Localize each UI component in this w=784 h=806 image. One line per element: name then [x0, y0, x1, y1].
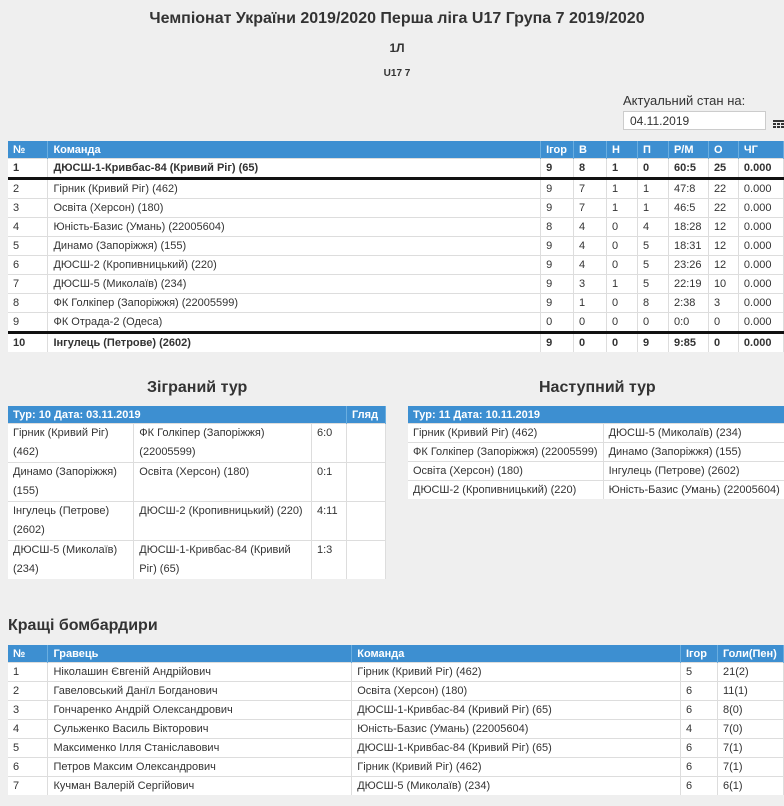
next-round-header: Тур: 11 Дата: 10.11.2019 — [408, 406, 784, 424]
stat-cell: 0 — [574, 333, 607, 353]
stat-cell: 9 — [541, 179, 574, 199]
table-row — [8, 663, 784, 682]
match-score[interactable]: 6:0 — [312, 424, 347, 463]
stat-cell: 0.000 — [738, 199, 783, 218]
goals: 11(1) — [717, 682, 783, 701]
match-row — [408, 481, 784, 500]
home-team[interactable]: ФК Голкіпер (Запоріжжя) (22005599) — [408, 443, 603, 462]
stat-cell: 0 — [607, 294, 638, 313]
away-team[interactable]: Інгулець (Петрове) (2602) — [603, 462, 784, 481]
match-score[interactable]: 4:11 — [312, 502, 347, 541]
stat-cell: 0.000 — [738, 313, 783, 333]
stat-cell: 0:0 — [668, 313, 708, 333]
stat-cell: 8 — [574, 159, 607, 179]
team-name[interactable]: ДЮСШ-5 (Миколаїв) (234) — [48, 275, 541, 294]
stat-cell: 3 — [8, 199, 48, 218]
team-name[interactable]: Гірник (Кривий Ріг) (462) — [48, 179, 541, 199]
home-team[interactable]: Гірник (Кривий Ріг) (462) — [408, 424, 603, 443]
home-team[interactable]: Освіта (Херсон) (180) — [408, 462, 603, 481]
stat-cell: 9:85 — [668, 333, 708, 353]
team-name[interactable]: ДЮСШ-1-Кривбас-84 (Кривий Ріг) (65) — [48, 159, 541, 179]
rank: 7 — [8, 777, 48, 796]
standings-col-header: Ігор — [541, 141, 574, 159]
player-name[interactable]: Гончаренко Андрій Олександрович — [48, 701, 352, 720]
standings-col-header: О — [708, 141, 738, 159]
table-row — [8, 199, 784, 218]
stat-cell: 10 — [8, 333, 48, 353]
stat-cell: 0.000 — [738, 159, 783, 179]
stat-cell: 0 — [607, 333, 638, 353]
stat-cell: 8 — [637, 294, 668, 313]
goals: 6(1) — [717, 777, 783, 796]
stat-cell: 0.000 — [738, 179, 783, 199]
stat-cell: 0.000 — [738, 294, 783, 313]
stat-cell: 2:38 — [668, 294, 708, 313]
played-round-table — [8, 406, 386, 579]
stat-cell: 7 — [8, 275, 48, 294]
rank: 4 — [8, 720, 48, 739]
team-name[interactable]: ДЮСШ-2 (Кропивницький) (220) — [48, 256, 541, 275]
stat-cell: 46:5 — [668, 199, 708, 218]
goals: 7(1) — [717, 739, 783, 758]
games: 4 — [680, 720, 717, 739]
stat-cell: 1 — [607, 199, 638, 218]
team-name[interactable]: ДЮСШ-1-Кривбас-84 (Кривий Ріг) (65) — [352, 701, 681, 720]
player-name[interactable]: Максименко Ілля Станіславович — [48, 739, 352, 758]
table-row — [8, 275, 784, 294]
stat-cell: 9 — [541, 333, 574, 353]
team-name[interactable]: ФК Отрада-2 (Одеса) — [48, 313, 541, 333]
away-team[interactable]: Юність-Базис (Умань) (22005604) — [603, 481, 784, 500]
stat-cell: 0.000 — [738, 218, 783, 237]
away-team[interactable]: Освіта (Херсон) (180) — [134, 463, 312, 502]
games: 6 — [680, 739, 717, 758]
scorers-title: Кращі бомбардири — [8, 617, 158, 634]
stat-cell: 1 — [8, 159, 48, 179]
team-name[interactable]: ДЮСШ-5 (Миколаїв) (234) — [352, 777, 681, 796]
stat-cell: 60:5 — [668, 159, 708, 179]
stat-cell: 0.000 — [738, 275, 783, 294]
stat-cell: 3 — [708, 294, 738, 313]
match-row — [8, 541, 386, 580]
table-row — [8, 739, 784, 758]
stat-cell: 9 — [541, 256, 574, 275]
away-team[interactable]: ДЮСШ-2 (Кропивницький) (220) — [134, 502, 312, 541]
scorers-col-header: Гравець — [48, 645, 352, 663]
stat-cell: 9 — [541, 199, 574, 218]
stat-cell: 1 — [637, 199, 668, 218]
played-round-title: Зіграний тур — [147, 379, 248, 396]
home-team[interactable]: Динамо (Запоріжжя) (155) — [8, 463, 134, 502]
stat-cell: 22:19 — [668, 275, 708, 294]
standings-col-header: ЧГ — [738, 141, 783, 159]
stat-cell: 18:31 — [668, 237, 708, 256]
stat-cell: 0.000 — [738, 333, 783, 353]
stat-cell: 0 — [708, 333, 738, 353]
standings-col-header: Р/М — [668, 141, 708, 159]
stat-cell: 0 — [607, 218, 638, 237]
match-score[interactable]: 1:3 — [312, 541, 347, 580]
games: 6 — [680, 682, 717, 701]
stat-cell: 0 — [541, 313, 574, 333]
stat-cell: 5 — [637, 275, 668, 294]
team-name[interactable]: Юність-Базис (Умань) (22005604) — [352, 720, 681, 739]
stat-cell: 5 — [637, 237, 668, 256]
team-name[interactable]: ДЮСШ-1-Кривбас-84 (Кривий Ріг) (65) — [352, 739, 681, 758]
league-code: 1Л — [389, 41, 405, 55]
goals: 7(0) — [717, 720, 783, 739]
team-name[interactable]: Гірник (Кривий Ріг) (462) — [352, 758, 681, 777]
goals: 8(0) — [717, 701, 783, 720]
home-team[interactable]: ДЮСШ-2 (Кропивницький) (220) — [408, 481, 603, 500]
date-input[interactable]: 04.11.2019 — [623, 111, 766, 130]
match-score[interactable]: 0:1 — [312, 463, 347, 502]
stat-cell: 4 — [574, 237, 607, 256]
rank: 2 — [8, 682, 48, 701]
match-row — [408, 443, 784, 462]
away-team[interactable]: Динамо (Запоріжжя) (155) — [603, 443, 784, 462]
table-row — [8, 294, 784, 313]
player-name[interactable]: Кучман Валерій Сергійович — [48, 777, 352, 796]
rank: 5 — [8, 739, 48, 758]
spectators-header: Гляд — [346, 406, 385, 424]
page-title: Чемпіонат України 2019/2020 Перша ліга U17 Група 7 2019/2020 — [149, 10, 645, 27]
stat-cell: 10 — [708, 275, 738, 294]
table-row — [8, 159, 784, 179]
match-row — [8, 424, 386, 463]
standings-col-header: № — [8, 141, 48, 159]
table-row — [8, 701, 784, 720]
player-name[interactable]: Ніколашин Євгеній Андрійович — [48, 663, 352, 682]
home-team[interactable]: ДЮСШ-5 (Миколаїв) (234) — [8, 541, 134, 580]
stat-cell: 23:26 — [668, 256, 708, 275]
stat-cell: 4 — [574, 218, 607, 237]
goals: 7(1) — [717, 758, 783, 777]
stat-cell: 1 — [607, 179, 638, 199]
player-name[interactable]: Сульженко Василь Вікторович — [48, 720, 352, 739]
table-row — [8, 256, 784, 275]
match-row — [8, 463, 386, 502]
table-row — [8, 777, 784, 796]
games: 5 — [680, 663, 717, 682]
stat-cell: 18:28 — [668, 218, 708, 237]
stat-cell: 7 — [574, 179, 607, 199]
stat-cell: 9 — [637, 333, 668, 353]
stat-cell: 22 — [708, 179, 738, 199]
stat-cell: 1 — [637, 179, 668, 199]
goals: 21(2) — [717, 663, 783, 682]
next-round-title: Наступний тур — [539, 379, 656, 396]
scorers-col-header: Голи(Пен) — [717, 645, 783, 663]
standings-col-header: Команда — [48, 141, 541, 159]
away-team[interactable]: ФК Голкіпер (Запоріжжя) (22005599) — [134, 424, 312, 463]
stat-cell: 5 — [637, 256, 668, 275]
group-code: U17 7 — [383, 68, 411, 79]
team-name[interactable]: Юність-Базис (Умань) (22005604) — [48, 218, 541, 237]
stat-cell: 1 — [574, 294, 607, 313]
stat-cell: 0.000 — [738, 237, 783, 256]
stat-cell: 3 — [574, 275, 607, 294]
scorers-col-header: Ігор — [680, 645, 717, 663]
stat-cell: 5 — [8, 237, 48, 256]
stat-cell: 0 — [607, 237, 638, 256]
date-label: Актуальний стан на: — [623, 93, 746, 108]
match-row — [8, 502, 386, 541]
team-name[interactable]: Інгулець (Петрове) (2602) — [48, 333, 541, 353]
spectators — [346, 463, 385, 502]
games: 6 — [680, 777, 717, 796]
stat-cell: 0 — [637, 159, 668, 179]
stat-cell: 8 — [8, 294, 48, 313]
stat-cell: 0 — [637, 313, 668, 333]
away-team[interactable]: ДЮСШ-5 (Миколаїв) (234) — [603, 424, 784, 443]
standings-table — [8, 141, 784, 352]
stat-cell: 22 — [708, 199, 738, 218]
team-name[interactable]: Гірник (Кривий Ріг) (462) — [352, 663, 681, 682]
stat-cell: 25 — [708, 159, 738, 179]
stat-cell: 9 — [541, 159, 574, 179]
table-row — [8, 179, 784, 199]
team-name[interactable]: Динамо (Запоріжжя) (155) — [48, 237, 541, 256]
stat-cell: 9 — [541, 237, 574, 256]
spectators — [346, 502, 385, 541]
team-name[interactable]: ФК Голкіпер (Запоріжжя) (22005599) — [48, 294, 541, 313]
calendar-icon[interactable] — [773, 120, 784, 130]
standings-col-header: П — [637, 141, 668, 159]
table-row — [8, 720, 784, 739]
stat-cell: 0 — [574, 313, 607, 333]
stat-cell: 12 — [708, 237, 738, 256]
stat-cell: 4 — [637, 218, 668, 237]
stat-cell: 0 — [708, 313, 738, 333]
scorers-table — [8, 645, 784, 795]
stat-cell: 1 — [607, 275, 638, 294]
table-row — [8, 758, 784, 777]
stat-cell: 1 — [607, 159, 638, 179]
stat-cell: 12 — [708, 256, 738, 275]
stat-cell: 8 — [541, 218, 574, 237]
player-name[interactable]: Петров Максим Олександрович — [48, 758, 352, 777]
stat-cell: 9 — [8, 313, 48, 333]
stat-cell: 0 — [607, 256, 638, 275]
home-team[interactable]: Інгулець (Петрове) (2602) — [8, 502, 134, 541]
stat-cell: 2 — [8, 179, 48, 199]
table-row — [8, 682, 784, 701]
standings-col-header: Н — [607, 141, 638, 159]
home-team[interactable]: Гірник (Кривий Ріг) (462) — [8, 424, 134, 463]
scorers-col-header: № — [8, 645, 48, 663]
games: 6 — [680, 701, 717, 720]
next-round-table — [408, 406, 784, 499]
rank: 3 — [8, 701, 48, 720]
stat-cell: 4 — [574, 256, 607, 275]
table-row — [8, 313, 784, 333]
scorers-col-header: Команда — [352, 645, 681, 663]
stat-cell: 4 — [8, 218, 48, 237]
stat-cell: 7 — [574, 199, 607, 218]
spectators — [346, 424, 385, 463]
player-name[interactable]: Гавеловський Данїл Богданович — [48, 682, 352, 701]
spectators — [346, 541, 385, 580]
team-name[interactable]: Освіта (Херсон) (180) — [352, 682, 681, 701]
played-round-header: Тур: 10 Дата: 03.11.2019 — [8, 406, 346, 424]
rank: 6 — [8, 758, 48, 777]
games: 6 — [680, 758, 717, 777]
table-row — [8, 237, 784, 256]
standings-col-header: В — [574, 141, 607, 159]
stat-cell: 6 — [8, 256, 48, 275]
stat-cell: 47:8 — [668, 179, 708, 199]
away-team[interactable]: ДЮСШ-1-Кривбас-84 (Кривий Ріг) (65) — [134, 541, 312, 580]
table-row — [8, 333, 784, 353]
stat-cell: 12 — [708, 218, 738, 237]
table-row — [8, 218, 784, 237]
stat-cell: 9 — [541, 294, 574, 313]
stat-cell: 9 — [541, 275, 574, 294]
stat-cell: 0 — [607, 313, 638, 333]
rank: 1 — [8, 663, 48, 682]
team-name[interactable]: Освіта (Херсон) (180) — [48, 199, 541, 218]
match-row — [408, 424, 784, 443]
match-row — [408, 462, 784, 481]
stat-cell: 0.000 — [738, 256, 783, 275]
